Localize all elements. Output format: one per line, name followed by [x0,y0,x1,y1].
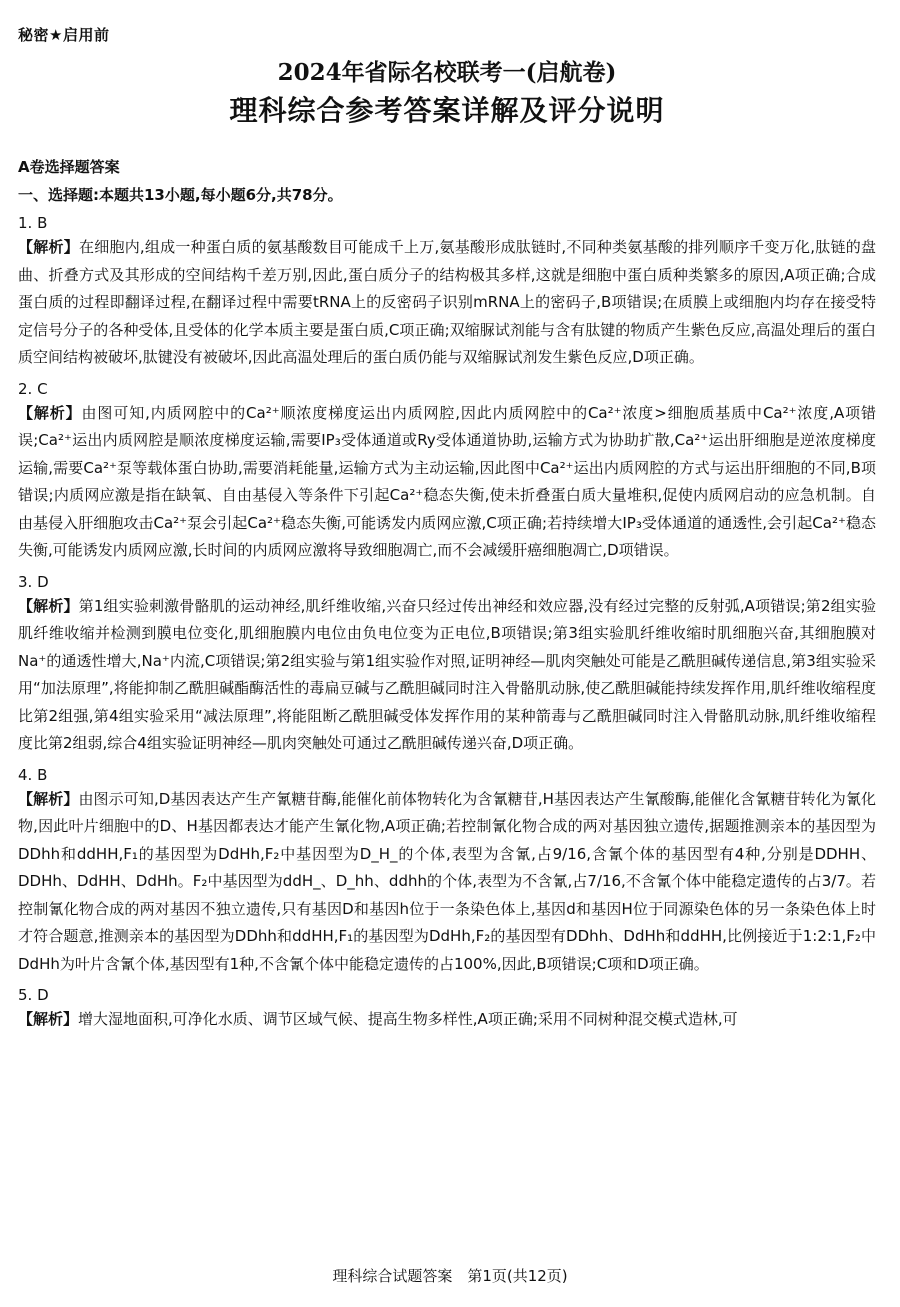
analysis-tag: 【解析】 [18,596,79,615]
question-explanation [18,234,876,372]
section-heading-choice: 一、选择题:本题共13小题,每小题6分,共78分。 [18,186,343,204]
question-number: 1. B [18,214,48,232]
question-explanation [18,1006,876,1034]
question-block-5 [18,984,876,1034]
question-number: 5. D [18,986,49,1004]
analysis-tag: 【解析】 [18,1010,79,1028]
question-explanation [18,593,876,758]
exam-title: 2024年省际名校联考一(启航卷) [277,59,617,86]
question-number: 2. C [18,379,48,398]
question-block-2 [18,378,876,565]
secret-label: 秘密★启用前 [18,26,110,44]
question-block-1 [18,212,876,372]
analysis-tag: 【解析】 [18,403,82,422]
document-title: 理科综合参考答案详解及评分说明 [229,94,665,127]
question-explanation [18,786,876,979]
explanation-text: 在细胞内,组成一种蛋白质的氨基酸数目可能成千上万,氨基酸形成肽链时,不同种类氨基酸的排列顺序千变万化,肽链的盘曲、折叠方式及其形成的空间结构千差万别,因此,蛋白质分子的结构极其多样,这就是细胞中蛋白质种类繁多的原因,A项正确;合成蛋白质的过程即翻译过程,在翻译过程中需要tRNA上的反密码子识别mRNA上的密码子,B项错误;在质膜上或细胞内均存在接受特定信号分子的各种受体,且受体的化学本质主要是蛋白质,C项正确;双缩脲试剂能与含有肽键的物质产生紫色反应,高温处理后的蛋白质空间结构被破坏,肽键没有被破坏,因此高温处理后的蛋白质仍能与双缩脲试剂发生紫色反应,D项正确。 [18,238,876,366]
explanation-text: 第1组实验刺激骨骼肌的运动神经,肌纤维收缩,兴奋只经过传出神经和效应器,没有经过完整的反射弧,A项错误;第2组实验肌纤维收缩并检测到膜电位变化,肌细胞膜内电位由负电位变为正电位,B项错误;第3组实验肌纤维收缩时肌细胞兴奋,其细胞膜对Na⁺的通透性增大,Na⁺内流,C项错误;第2组实验与第1组实验作对照,证明神经—肌肉突触处可能是乙酰胆碱传递信息,第3组实验采用“加法原理”,将能抑制乙酰胆碱酯酶活性的毒扁豆碱与乙酰胆碱同时注入骨骼肌动脉,使乙酰胆碱能持续发挥作用,肌纤维收缩程度比第2组强,第4组实验采用“减法原理”,将能阻断乙酰胆碱受体发挥作用的某种箭毒与乙酰胆碱同时注入骨骼肌动脉,肌纤维收缩程度比第2组弱,综合4组实验证明神经—肌肉突触处可通过乙酰胆碱传递兴奋,D项正确。 [18,596,876,752]
explanation-text: 增大湿地面积,可净化水质、调节区域气候、提高生物多样性,A项正确;采用不同树种混交模式造林,可 [78,1010,738,1028]
analysis-tag: 【解析】 [18,238,79,256]
question-block-4 [18,764,876,979]
question-number: 3. D [18,572,49,591]
question-block-3 [18,571,876,758]
question-explanation [18,400,876,565]
page-footer: 理科综合试题答案 第1页(共12页) [332,1267,568,1285]
explanation-text: 由图可知,内质网腔中的Ca²⁺顺浓度梯度运出内质网腔,因此内质网腔中的Ca²⁺浓度>细胞质基质中Ca²⁺浓度,A项错误;Ca²⁺运出内质网腔是顺浓度梯度运输,需要IP₃受体通道或Ry受体通道协助,运输方式为协助扩散,Ca²⁺运出肝细胞是逆浓度梯度运输,需要Ca²⁺泵等载体蛋白协助,需要消耗能量,运输方式为主动运输,因此图中Ca²⁺运出内质网腔的方式与运出肝细胞的不同,B项错误;内质网应激是指在缺氧、自由基侵入等条件下引起Ca²⁺稳态失衡,使未折叠蛋白质大量堆积,促使内质网启动的应急机制。自由基侵入肝细胞攻击Ca²⁺泵会引起Ca²⁺稳态失衡,可能诱发内质网应激,C项正确;若持续增大IP₃受体通道的通透性,会引起Ca²⁺稳态失衡,可能诱发内质网应激,长时间的内质网应激将导致细胞凋亡,而不会减缓肝癌细胞凋亡,D项错误。 [18,403,876,559]
section-heading-a: A卷选择题答案 [18,158,120,176]
explanation-text: 由图示可知,D基因表达产生产氰糖苷酶,能催化前体物转化为含氰糖苷,H基因表达产生氰酸酶,能催化含氰糖苷转化为氰化物,因此叶片细胞中的D、H基因都表达才能产生氰化物,A项正确;若控制氰化物合成的两对基因独立遗传,据题推测亲本的基因型为DDhh和ddHH,F₁的基因型为DdHh,F₂中基因型为D_H_的个体,表型为含氰,占9/16,含氰个体的基因型有4种,分别是DDHH、DDHh、DdHH、DdHh。F₂中基因型为ddH_、D_hh、ddhh的个体,表型为不含氰,占7/16,不含氰个体中能稳定遗传的占3/7。若控制氰化物合成的两对基因不独立遗传,只有基因D和基因h位于一条染色体上,基因d和基因H位于同源染色体的另一条染色体上时才符合题意,推测亲本的基因型为DDhh和ddHH,F₁的基因型为DdHh,F₂的基因型有DDhh、DdHh和ddHH,比例接近于1:2:1,F₂中DdHh为叶片含氰个体,基因型有1种,不含氰个体中能稳定遗传的占100%,因此,B项错误;C项和D项正确。 [18,789,876,973]
analysis-tag: 【解析】 [18,789,79,808]
question-number: 4. B [18,765,48,784]
